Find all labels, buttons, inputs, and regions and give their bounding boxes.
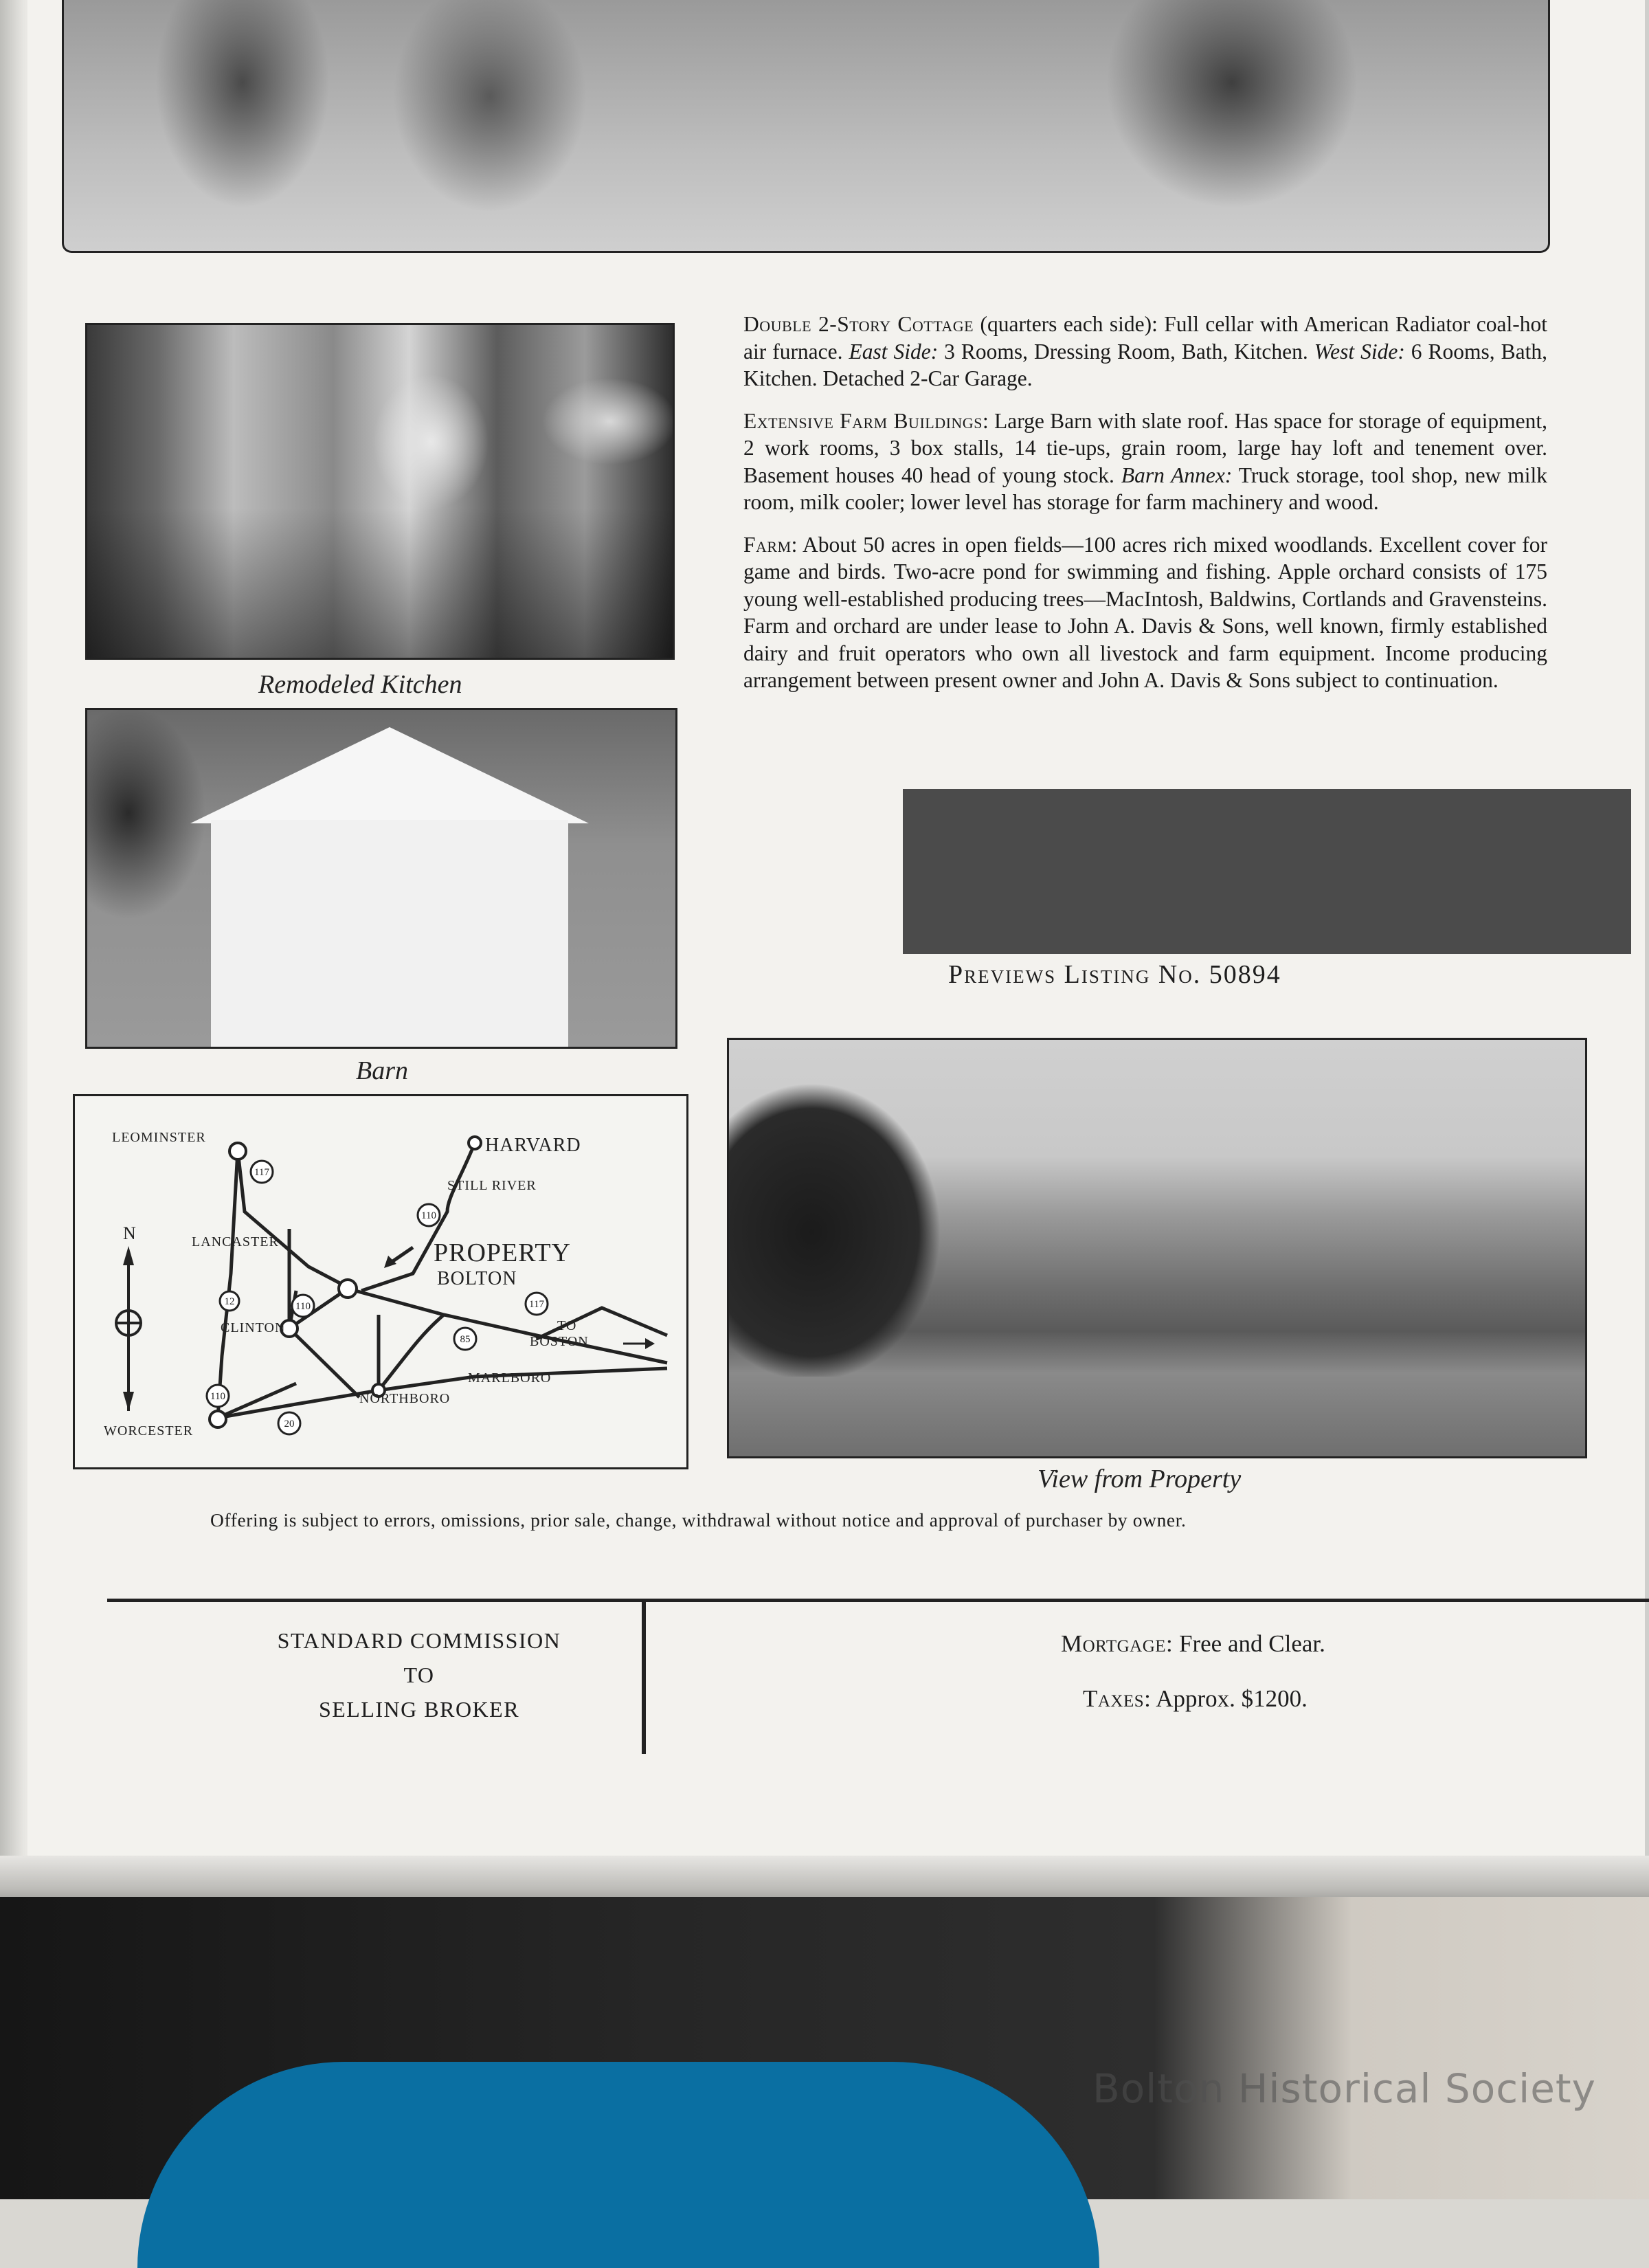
- blue-object: [137, 2062, 1099, 2268]
- commission-box: [227, 1623, 612, 1726]
- compass-tail: [123, 1392, 134, 1411]
- view-trees: [729, 1054, 1018, 1377]
- route-label: 110: [421, 1210, 436, 1221]
- commission-line: TO: [403, 1663, 435, 1687]
- mortgage-line: [1061, 1630, 1325, 1658]
- west-side-label: West Side:: [1314, 339, 1405, 364]
- cottage-text: (quarters each side): Full cellar with American Radiator coal-hot air furnace.: [743, 312, 1547, 364]
- offering-disclaimer: Offering is subject to errors, omissions, prior sale, change, withdrawal without notice and approval of purchaser by owner.: [210, 1509, 1187, 1531]
- town-dot: [229, 1143, 246, 1159]
- map-drawing: [90, 1109, 674, 1452]
- barn-annex-label: Barn Annex:: [1121, 463, 1233, 487]
- town-label-property: PROPERTY: [434, 1238, 571, 1267]
- town-label-harvard: HARVARD: [485, 1135, 581, 1156]
- barn-body: [211, 820, 568, 1049]
- route-label: 20: [284, 1419, 295, 1430]
- farm-buildings-paragraph: [743, 408, 1547, 516]
- view-caption: View from Property: [1037, 1465, 1242, 1493]
- footer-divider: [642, 1601, 646, 1754]
- redacted-block: [903, 789, 1631, 954]
- farm-buildings-heading: Extensive Farm Buildings: [743, 408, 983, 433]
- barn-roof: [190, 727, 589, 823]
- taxes-label: Taxes:: [1083, 1685, 1152, 1712]
- town-label-lancaster: LANCASTER: [192, 1234, 279, 1249]
- route-label: 117: [254, 1167, 269, 1178]
- barn-caption: Barn: [356, 1056, 408, 1085]
- taxes-line: [1083, 1685, 1308, 1713]
- cottage-heading: Double 2-Story Cottage: [743, 312, 974, 336]
- town-label-worcester: WORCESTER: [104, 1423, 194, 1438]
- road: [289, 1328, 359, 1397]
- barn-annex-text: Truck storage, tool shop, new milk room, milk cooler; lower level has storage for farm machinery and wood.: [743, 463, 1547, 514]
- town-label-bolton: BOLTON: [437, 1268, 517, 1289]
- farm-text: : About 50 acres in open fields—100 acres rich mixed woodlands. Excellent cover for game and birds. Two-acre pond for swimming and fishing. Apple orchard consists of 175 young well-established producing trees—MacIntosh, Baldwins, Cortlands and Gravensteins. Farm and orchard are under lease to John A. Davis & Sons, well known, firmly established dairy and fruit operators who own all livestock and farm equipment. Income producing arrangement between present owner and John A. Davis & Sons subject to continuation.: [743, 532, 1547, 692]
- route-label: 110: [295, 1301, 311, 1312]
- compass-arrow-head: [123, 1246, 134, 1265]
- town-dot: [469, 1137, 481, 1149]
- commission-line: STANDARD COMMISSION: [277, 1628, 561, 1653]
- route-label: 110: [210, 1391, 225, 1402]
- kitchen-photo: [85, 323, 675, 660]
- cottage-text: 3 Rooms, Dressing Room, Bath, Kitchen.: [938, 339, 1314, 364]
- taxes-value: Approx. $1200.: [1151, 1685, 1308, 1712]
- label-boston: BOSTON: [530, 1334, 589, 1349]
- kitchen-caption: Remodeled Kitchen: [258, 670, 462, 699]
- mortgage-label: Mortgage:: [1061, 1630, 1174, 1657]
- road: [379, 1315, 444, 1390]
- town-label-still-river: STILL RIVER: [447, 1178, 537, 1193]
- town-label-northboro: NORTHBORO: [359, 1391, 451, 1406]
- route-label: 85: [460, 1334, 471, 1345]
- trees-photo: [62, 0, 1550, 253]
- location-map: [73, 1094, 688, 1469]
- road: [218, 1150, 238, 1418]
- east-side-label: East Side:: [849, 339, 939, 364]
- barn-photo: [85, 708, 677, 1049]
- town-label-marlboro: MARLBORO: [468, 1370, 552, 1386]
- listing-number: Previews Listing No. 50894: [948, 960, 1281, 989]
- view-photo: [727, 1038, 1587, 1458]
- route-label: 12: [224, 1296, 235, 1307]
- cottage-text: 6 Rooms, Bath, Kitchen. Detached 2-Car Garage.: [743, 339, 1548, 390]
- compass-north: N: [123, 1223, 136, 1243]
- cottage-paragraph: [743, 311, 1547, 392]
- town-label-clinton: CLINTON: [221, 1320, 286, 1335]
- watermark: Bolton Historical Society: [1092, 2065, 1596, 2112]
- farm-paragraph: [743, 531, 1547, 694]
- commission-line: SELLING BROKER: [318, 1697, 520, 1722]
- boston-arrow-head: [645, 1338, 655, 1349]
- road: [348, 1289, 667, 1363]
- footer-rule: [107, 1599, 1649, 1602]
- town-dot: [210, 1411, 226, 1427]
- farm-buildings-text: : Large Barn with slate roof. Has space for storage of equipment, 2 work rooms, 3 box stalls, 14 tie-ups, grain room, large hay loft and tenement over. Basement houses 40 head of young stock.: [743, 408, 1548, 487]
- label-to: TO: [557, 1318, 577, 1333]
- farm-heading: Farm: [743, 532, 792, 557]
- route-label: 117: [529, 1299, 544, 1310]
- town-label-leominster: LEOMINSTER: [112, 1130, 206, 1145]
- town-dot: [339, 1280, 357, 1298]
- compass-icon: [116, 1223, 141, 1411]
- property-description: [743, 311, 1547, 709]
- mortgage-value: Free and Clear.: [1173, 1630, 1325, 1657]
